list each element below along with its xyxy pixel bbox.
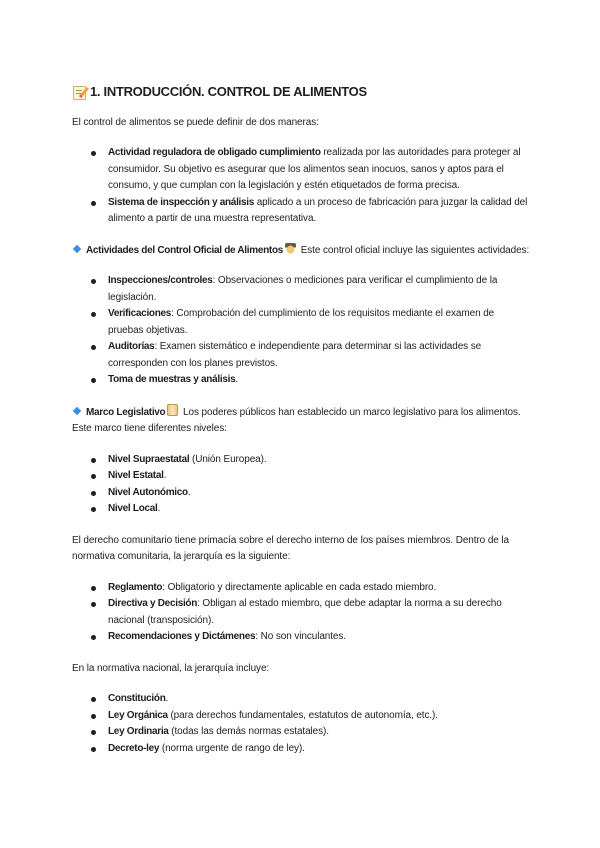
comunitario-list	[72, 580, 532, 646]
marco-title: Marco Legislativo	[86, 406, 166, 418]
control-oficial-paragraph	[72, 243, 532, 260]
list-item-term: Nivel Local	[108, 503, 158, 514]
intro-paragraph: El control de alimentos se puede definir de dos maneras:	[72, 116, 319, 128]
list-item-term: Nivel Supraestatal	[108, 453, 190, 465]
marco-paragraph	[72, 404, 532, 438]
list-item-term: Actividad reguladora de obligado cumplimiento	[108, 147, 321, 158]
list-item	[108, 372, 532, 389]
list-item-text: : Obligatorio y directamente aplicable en cada estado miembro.	[162, 581, 437, 593]
list-item-term: Decreto-ley	[108, 742, 160, 754]
list-item-term: Recomendaciones y Dictámenes	[108, 631, 256, 642]
list-item-term: Constitución	[108, 693, 166, 704]
list-item-text: (para derechos fundamentales, estatutos de autonomía, etc.).	[167, 709, 438, 721]
list-item	[108, 145, 532, 195]
comunitario-intro: El derecho comunitario tiene primacía sobre el derecho interno de los países miembros. Dentro de la normativa comunitaria, la jerarquía es la siguiente:	[72, 534, 510, 562]
list-item-text: .	[163, 470, 167, 481]
list-item-text: : Examen sistemático e independiente para determinar si las actividades se corresponden con los planes previstos.	[108, 341, 482, 369]
list-item-text: .	[165, 693, 169, 704]
definitions-list	[72, 145, 532, 228]
small-blue-diamond-icon	[73, 244, 81, 252]
list-item-text: aplicado a un proceso de fabricación para juzgar la calidad del alimento a partir de una muestra representativa.	[108, 196, 528, 224]
list-item-term: Auditorías	[108, 341, 155, 352]
list-item	[108, 195, 532, 228]
section-heading	[72, 84, 532, 101]
list-item-term: Nivel Estatal	[108, 470, 164, 481]
nacional-list	[72, 691, 532, 757]
nacional-intro: En la normativa nacional, la jerarquía incluye:	[72, 662, 270, 674]
list-item	[108, 629, 532, 646]
list-item	[108, 485, 532, 502]
list-item	[108, 273, 532, 306]
list-item-text: : Obligan al estado miembro, que debe adaptar la norma a su derecho nacional (transposición).	[108, 598, 502, 626]
actividades-list	[72, 273, 532, 389]
list-item-term: Nivel Autonómico	[108, 486, 188, 498]
list-item-text: .	[187, 486, 191, 498]
list-item-term: Toma de muestras y análisis	[108, 374, 236, 385]
list-item-term: Directiva y Decisión	[108, 598, 198, 609]
list-item	[108, 741, 532, 758]
list-item-text: (Unión Europea).	[189, 453, 267, 465]
list-item-term: Ley Orgánica	[108, 709, 168, 721]
list-item	[108, 306, 532, 339]
list-item-text: : Comprobación del cumplimiento de los requisitos mediante el examen de pruebas objetivas.	[108, 308, 495, 336]
niveles-list	[72, 452, 532, 518]
detective-icon	[285, 243, 296, 254]
list-item	[108, 596, 532, 629]
memo-pencil-icon	[72, 85, 86, 99]
list-item-term: Sistema de inspección y análisis	[108, 196, 255, 208]
document-page	[72, 84, 532, 772]
list-item-text: .	[235, 374, 239, 385]
list-item-text: : No son vinculantes.	[255, 631, 346, 642]
list-item	[108, 580, 532, 597]
list-item-term: Ley Ordinaria	[108, 726, 169, 737]
list-item	[108, 708, 532, 725]
list-item-term: Reglamento	[108, 581, 163, 593]
list-item	[108, 501, 532, 518]
list-item-text: (todas las demás normas estatales).	[168, 726, 329, 737]
marco-text: Los poderes públicos han establecido un marco legislativo para los alimentos. Este marco tiene diferentes niveles:	[72, 406, 521, 434]
list-item-text: .	[157, 503, 161, 514]
list-item-term: Inspecciones/controles	[108, 275, 213, 286]
scroll-icon	[167, 404, 178, 416]
list-item-term: Verificaciones	[108, 308, 172, 319]
list-item	[108, 691, 532, 708]
list-item-text: (norma urgente de rango de ley).	[159, 742, 305, 754]
list-item-text: : Observaciones o mediciones para verificar el cumplimiento de la legislación.	[108, 275, 498, 303]
control-oficial-text: Este control oficial incluye las siguientes actividades:	[298, 244, 530, 256]
section-heading-text: 1. INTRODUCCIÓN. CONTROL DE ALIMENTOS	[90, 84, 367, 99]
list-item-text: realizada por las autoridades para proteger al consumidor. Su objetivo es asegurar que los alimentos sean inocuos, sanos y aptos para el consumo, y que cumplan con la legislación y estén etiquetados de forma precisa.	[108, 147, 521, 191]
control-oficial-title: Actividades del Control Oficial de Alimentos	[86, 244, 284, 256]
list-item	[108, 452, 532, 469]
list-item	[108, 724, 532, 741]
small-blue-diamond-icon	[73, 406, 81, 414]
list-item	[108, 339, 532, 372]
list-item	[108, 468, 532, 485]
